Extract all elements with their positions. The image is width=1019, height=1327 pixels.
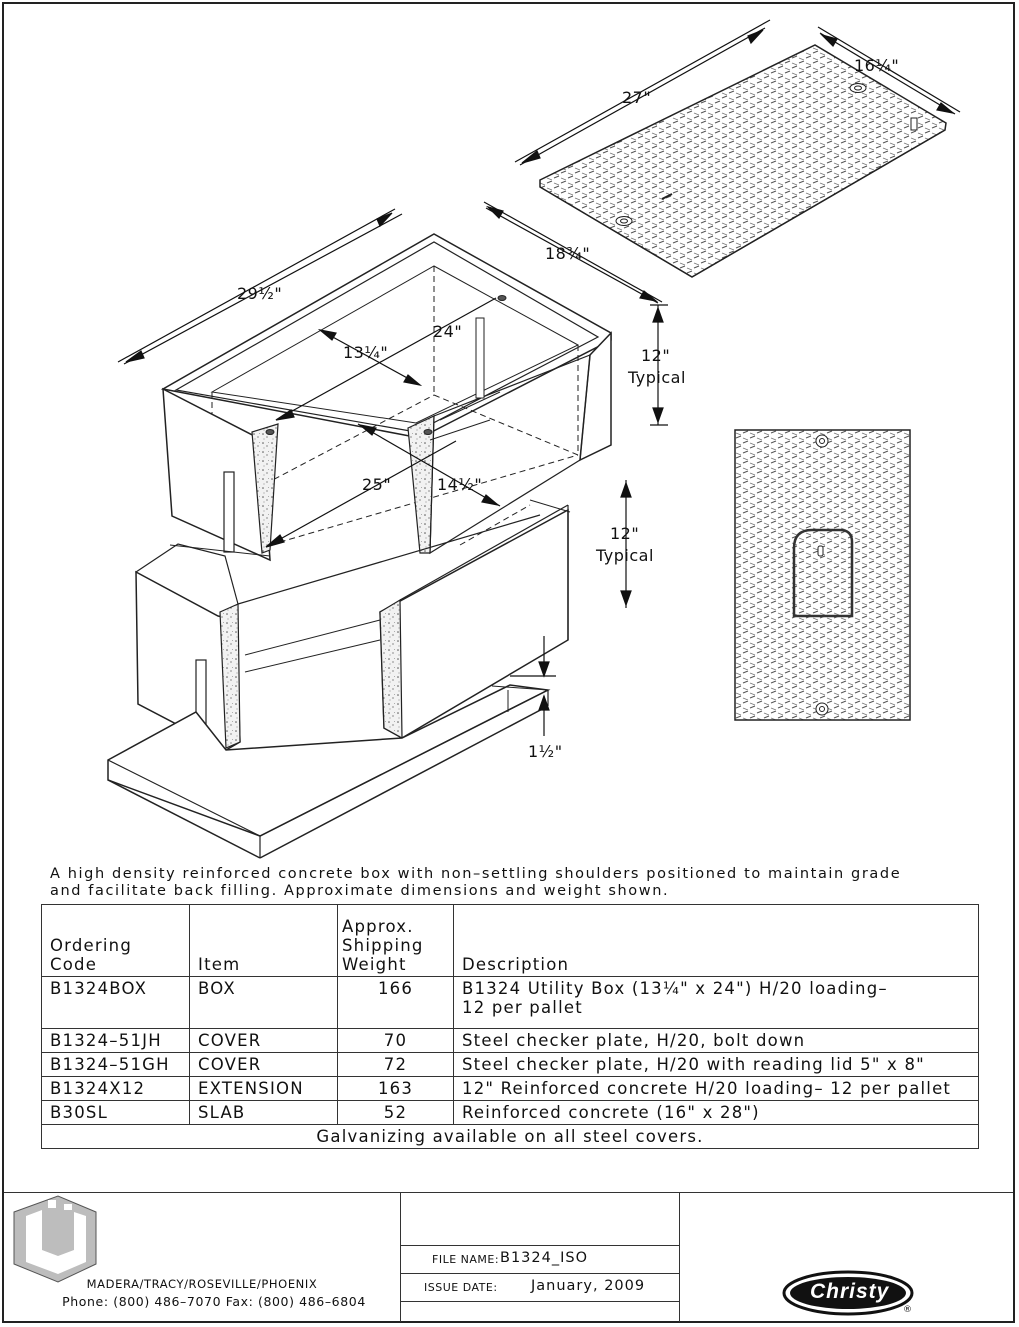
intro-line: A high density reinforced concrete box with non–settling shoulders positioned to maintain grade [50,866,902,882]
table-row [42,1029,979,1053]
cell-description: Steel checker plate, H/20 with reading lid 5" x 8" [454,1053,979,1077]
intro-line: and facilitate back filling. Approximate dimensions and weight shown. [50,883,670,899]
issue-date-label: ISSUE DATE: [424,1281,498,1294]
cell-item: EXTENSION [190,1077,338,1101]
cell-code: B1324–51JH [42,1029,190,1053]
dim-inner-width: 13¼" [343,343,389,362]
dim-box-width: 18¾" [545,244,591,263]
table-footnote: Galvanizing available on all steel covers. [42,1125,979,1149]
brand-name: Christy [810,1280,890,1303]
cell-description: Reinforced concrete (16" x 28") [454,1101,979,1125]
brand-registered-mark: ® [903,1305,912,1315]
dim-box-length: 29½" [237,284,283,303]
issue-date-value: January, 2009 [531,1278,646,1294]
table-row [42,1077,979,1101]
dim-inner-length: 24" [433,322,463,341]
cover-plan-view [735,430,910,720]
dim-slab-thickness: 1½" [528,742,563,761]
utility-box-iso [163,234,611,560]
cell-item: SLAB [190,1101,338,1125]
cell-description: B1324 Utility Box (13¼" x 24") H/20 loading– 12 per pallet [454,977,979,1029]
dim-bottom-length: 25" [362,475,392,494]
table-row [42,977,979,1029]
cell-weight: 163 [338,1077,454,1101]
table-row [42,1101,979,1125]
table-header-row [42,905,979,977]
title-block-rule [400,1245,680,1246]
cell-item: COVER [190,1029,338,1053]
dim-cover-width: 16¼" [854,56,900,75]
header-ordering-code: Ordering Code [42,905,190,977]
table-row [42,1053,979,1077]
dim-cover-length: 27" [622,88,652,107]
cell-code: B1324–51GH [42,1053,190,1077]
cell-description: Steel checker plate, H/20, bolt down [454,1029,979,1053]
cell-code: B1324BOX [42,977,190,1029]
cell-code: B30SL [42,1101,190,1125]
cell-description: 12" Reinforced concrete H/20 loading– 12 per pallet [454,1077,979,1101]
cell-weight: 72 [338,1053,454,1077]
title-block-rule [400,1273,680,1274]
cover-plate-iso [540,45,946,277]
title-block-divider [679,1193,680,1322]
header-description: Description [454,905,979,977]
dim-ext-height-note: Typical [596,546,654,565]
cell-weight: 70 [338,1029,454,1053]
cell-code: B1324X12 [42,1077,190,1101]
title-block-rule [400,1301,680,1302]
dim-bottom-width: 14½" [437,475,483,494]
file-name-label: FILE NAME: [432,1253,500,1266]
cell-item: BOX [190,977,338,1029]
cell-weight: 52 [338,1101,454,1125]
cell-item: COVER [190,1053,338,1077]
product-table [41,904,979,1149]
phone-text: Phone: (800) 486–7070 Fax: (800) 486–6804 [62,1294,366,1309]
table-footnote-row [42,1125,979,1149]
header-weight: Approx. Shipping Weight [338,905,454,977]
dim-box-height: 12" [641,346,671,365]
file-name-value: B1324_ISO [500,1250,588,1266]
intro-text [50,866,901,900]
header-item: Item [190,905,338,977]
cell-weight: 166 [338,977,454,1029]
dim-ext-height: 12" [610,524,640,543]
title-block [4,1192,1013,1322]
locations-text: MADERA/TRACY/ROSEVILLE/PHOENIX [86,1277,318,1291]
dim-box-height-note: Typical [628,368,686,387]
